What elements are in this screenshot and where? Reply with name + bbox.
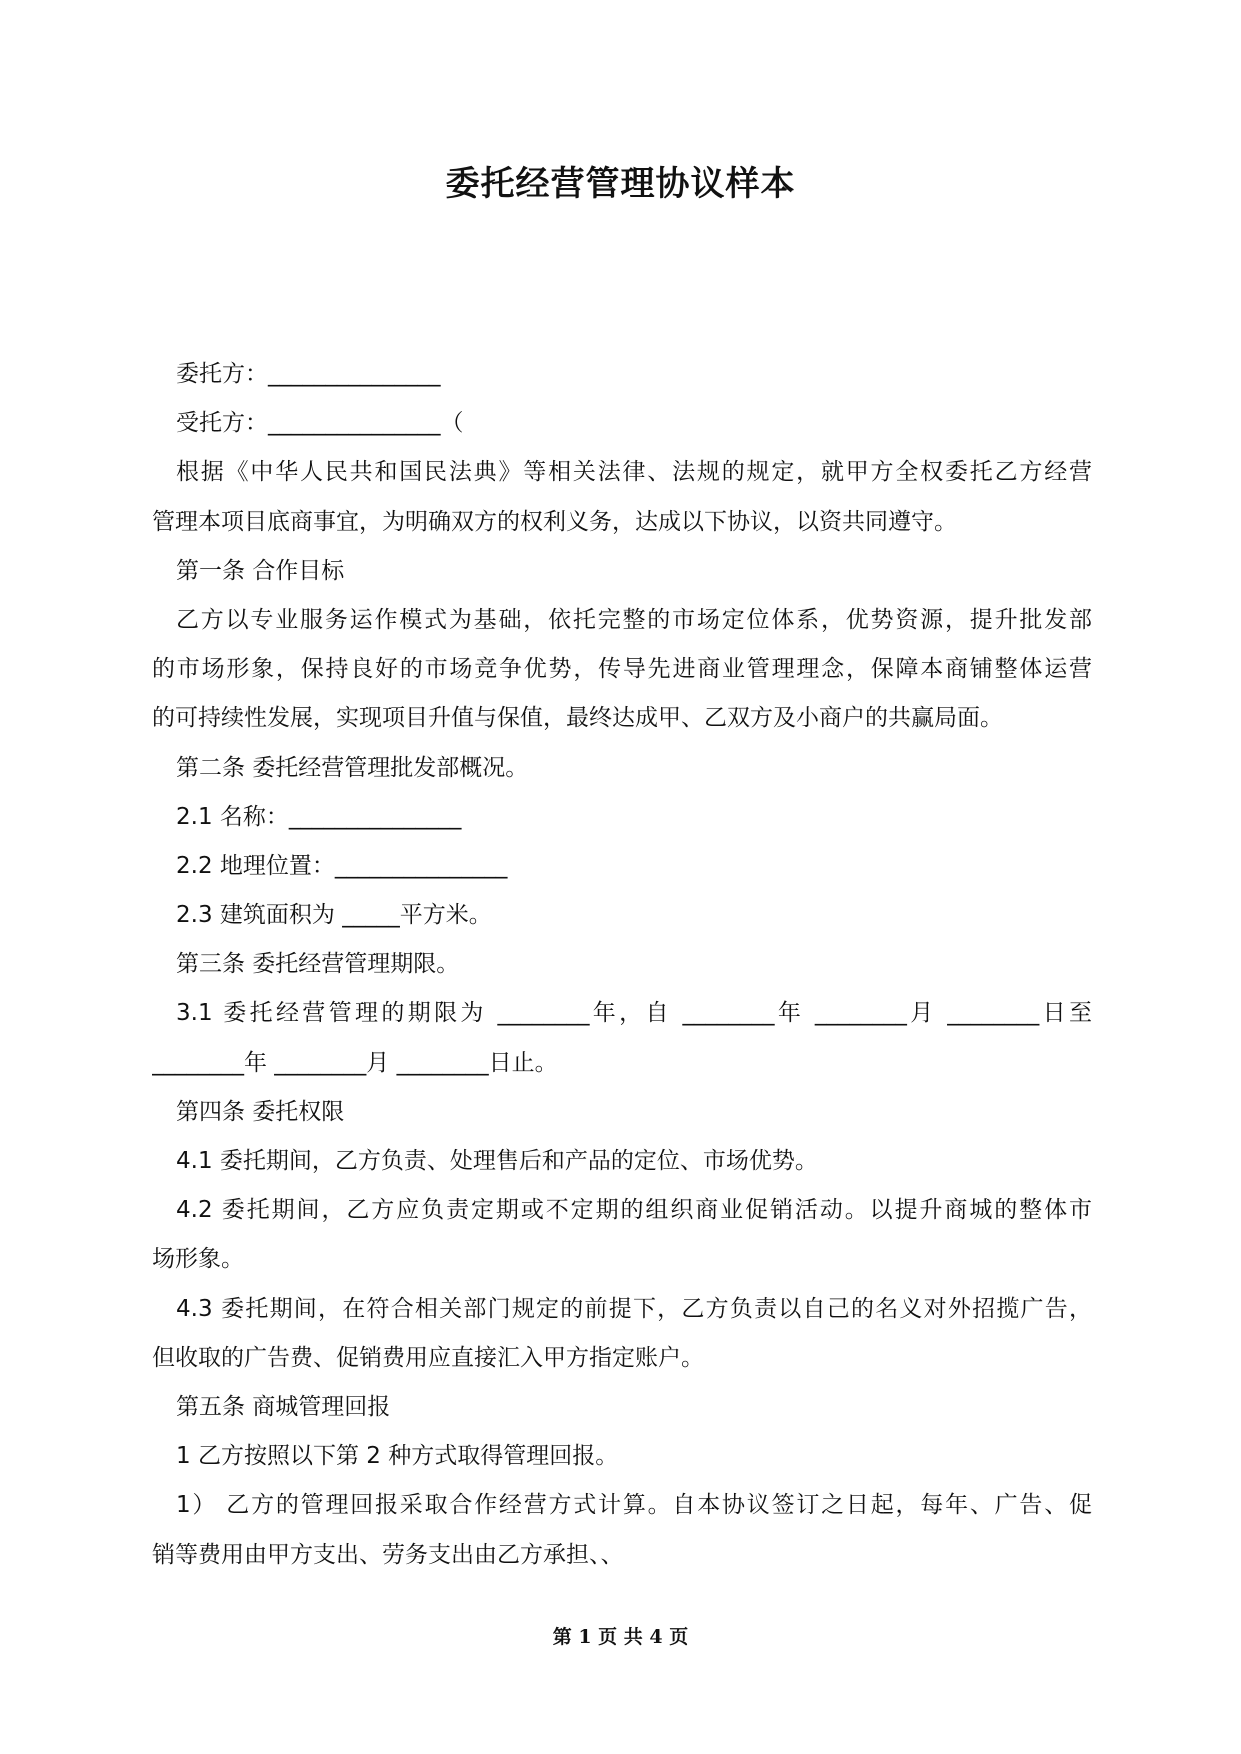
document-line: 根据《中华人民共和国民法典》等相关法律、法规的规定，就甲方全权委托乙方经营 <box>176 459 1092 486</box>
document-line: 1 乙方按照以下第 2 种方式取得管理回报。 <box>176 1443 619 1470</box>
document-line: 场形象。 <box>152 1246 244 1273</box>
document-line: 2.1 名称：_______________ <box>176 803 462 830</box>
document-line: 4.1 委托期间，乙方负责、处理售后和产品的定位、市场优势。 <box>176 1148 818 1174</box>
document-line: 3.1 委托经营管理的期限为 ________年，自 ________年 ________月 ________日至 <box>176 1000 1092 1027</box>
document-line: 第二条 委托经营管理批发部概况。 <box>176 754 529 781</box>
document-title: 委托经营管理协议样本 <box>445 164 796 204</box>
document-line: 受托方：_______________（ <box>176 410 464 437</box>
document-line: 的可持续性发展，实现项目升值与保值，最终达成甲、乙双方及小商户的共赢局面。 <box>152 705 1003 732</box>
document-line: 2.2 地理位置：_______________ <box>176 852 508 879</box>
document-line: 1） 乙方的管理回报采取合作经营方式计算。自本协议签订之日起，每年、广告、促 <box>176 1492 1092 1519</box>
document-line: 管理本项目底商事宜，为明确双方的权利义务，达成以下协议，以资共同遵守。 <box>152 508 957 535</box>
document-line: 的市场形象，保持良好的市场竞争优势，传导先进商业管理理念，保障本商铺整体运营 <box>152 656 1092 683</box>
document-line: 乙方以专业服务运作模式为基础，依托完整的市场定位体系，优势资源，提升批发部 <box>176 606 1092 633</box>
document-line: 2.3 建筑面积为 _____平方米。 <box>176 902 492 929</box>
document-body <box>152 350 1092 1580</box>
document-line: 第一条 合作目标 <box>176 557 345 584</box>
page-footer: 第 1 页 共 4 页 <box>552 1626 689 1648</box>
document-line: ________年 ________月 ________日止。 <box>152 1049 558 1076</box>
document-line: 4.3 委托期间，在符合相关部门规定的前提下，乙方负责以自己的名义对外招揽广告， <box>176 1295 1092 1322</box>
document-line: 第五条 商城管理回报 <box>176 1393 391 1420</box>
document-line: 4.2 委托期间，乙方应负责定期或不定期的组织商业促销活动。以提升商城的整体市 <box>176 1197 1092 1224</box>
document-line: 第三条 委托经营管理期限。 <box>176 951 460 978</box>
document-line: 委托方：_______________ <box>176 361 441 387</box>
document-line: 销等费用由甲方支出、劳务支出由乙方承担、、 <box>152 1541 624 1568</box>
document-line: 但收取的广告费、促销费用应直接汇入甲方指定账户。 <box>152 1344 704 1371</box>
document-line: 第四条 委托权限 <box>176 1098 345 1125</box>
